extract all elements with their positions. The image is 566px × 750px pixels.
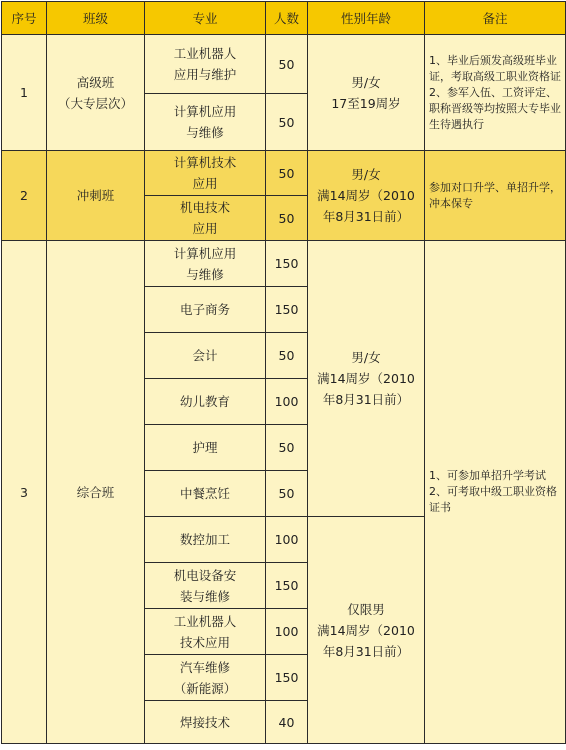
table-row	[2, 35, 566, 94]
header-notes: 备注	[425, 2, 566, 35]
major-name: 汽车维修 （新能源）	[145, 655, 266, 701]
notes: 1、可参加单招升学考试 2、可考取中级工职业资格证书	[425, 241, 566, 744]
enrollment-count: 150	[266, 287, 308, 333]
major-name: 工业机器人 应用与维护	[145, 35, 266, 94]
gender-age: 仅限男 满14周岁（2010 年8月31日前）	[308, 517, 425, 744]
notes: 1、毕业后颁发高级班毕业证，考取高级工职业资格证 2、参军入伍、工资评定、职称晋级等均按照大专毕业生待遇执行	[425, 35, 566, 151]
header-no: 序号	[2, 2, 47, 35]
table-row	[2, 151, 566, 196]
enrollment-count: 50	[266, 333, 308, 379]
major-name: 护理	[145, 425, 266, 471]
major-name: 电子商务	[145, 287, 266, 333]
enrollment-count: 50	[266, 35, 308, 94]
enrollment-count: 50	[266, 471, 308, 517]
enrollment-count: 50	[266, 94, 308, 151]
enrollment-count: 150	[266, 563, 308, 609]
enrollment-count: 100	[266, 517, 308, 563]
row-number: 1	[2, 35, 47, 151]
major-name: 焊接技术	[145, 701, 266, 744]
major-name: 计算机应用 与维修	[145, 241, 266, 287]
major-name: 会计	[145, 333, 266, 379]
major-name: 数控加工	[145, 517, 266, 563]
gender-age: 男/女 满14周岁（2010 年8月31日前）	[308, 151, 425, 241]
class-name: 高级班 （大专层次）	[47, 35, 145, 151]
header-major: 专业	[145, 2, 266, 35]
class-name: 冲刺班	[47, 151, 145, 241]
enrollment-count: 40	[266, 701, 308, 744]
gender-age: 男/女 17至19周岁	[308, 35, 425, 151]
major-name: 幼儿教育	[145, 379, 266, 425]
major-name: 机电技术 应用	[145, 196, 266, 241]
notes: 参加对口升学、单招升学，冲本保专	[425, 151, 566, 241]
enrollment-table	[1, 1, 566, 744]
enrollment-count: 100	[266, 609, 308, 655]
row-number: 2	[2, 151, 47, 241]
major-name: 计算机应用 与维修	[145, 94, 266, 151]
enrollment-count: 50	[266, 151, 308, 196]
header-gender-age: 性别年龄	[308, 2, 425, 35]
header-class: 班级	[47, 2, 145, 35]
major-name: 计算机技术 应用	[145, 151, 266, 196]
major-name: 机电设备安 装与维修	[145, 563, 266, 609]
header-row	[2, 2, 566, 35]
enrollment-count: 100	[266, 379, 308, 425]
enrollment-count: 50	[266, 196, 308, 241]
major-name: 中餐烹饪	[145, 471, 266, 517]
row-number: 3	[2, 241, 47, 744]
enrollment-count: 50	[266, 425, 308, 471]
header-count: 人数	[266, 2, 308, 35]
major-name: 工业机器人 技术应用	[145, 609, 266, 655]
enrollment-count: 150	[266, 241, 308, 287]
table-row	[2, 241, 566, 287]
enrollment-count: 150	[266, 655, 308, 701]
class-name: 综合班	[47, 241, 145, 744]
gender-age: 男/女 满14周岁（2010 年8月31日前）	[308, 241, 425, 517]
